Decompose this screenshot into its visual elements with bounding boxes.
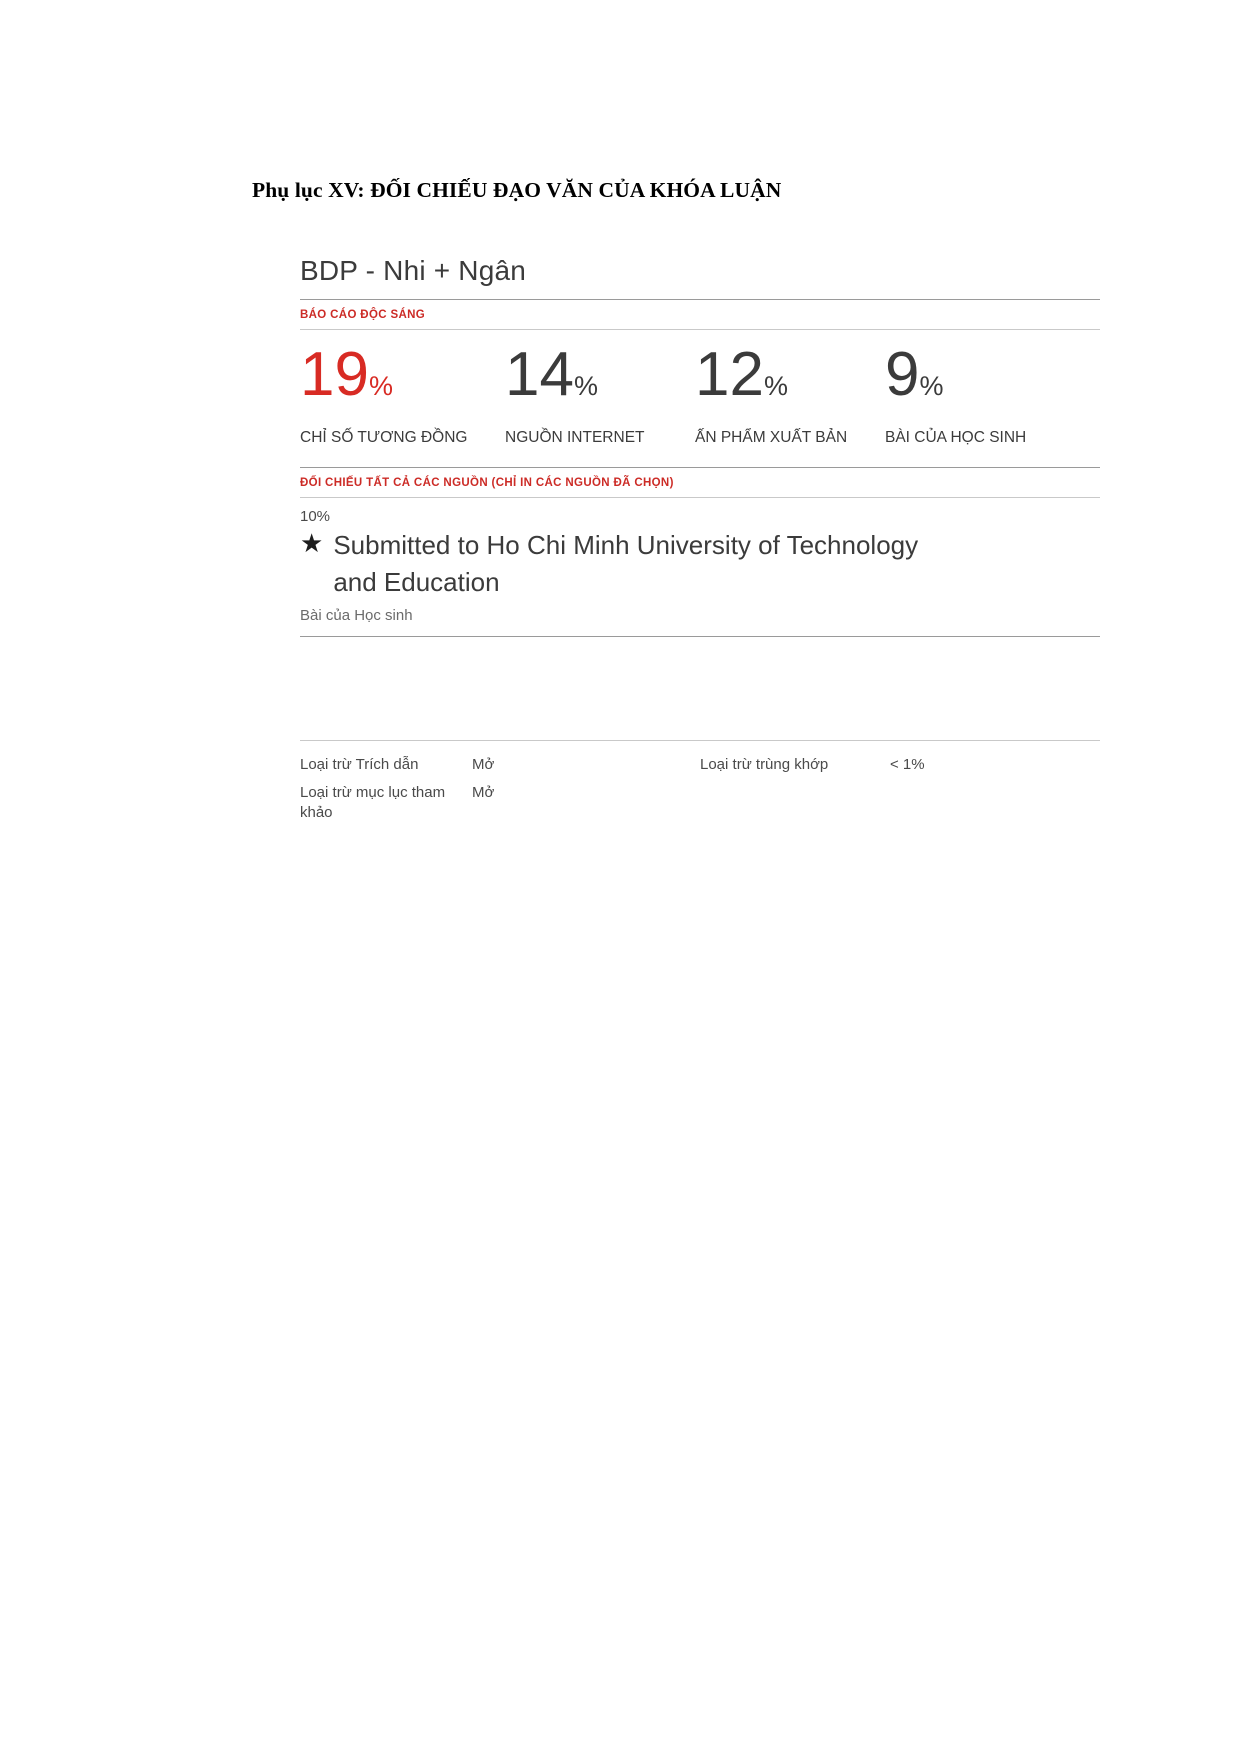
score-caption-similarity: CHỈ SỐ TƯƠNG ĐỒNG — [300, 429, 468, 446]
score-number-similarity: 19 — [300, 340, 369, 409]
score-number-student-papers: 9 — [885, 340, 920, 409]
score-value-student-papers — [885, 340, 1065, 417]
star-icon: ★ — [300, 529, 324, 559]
score-value-internet — [505, 340, 695, 417]
exclusion-value-quotes: Mở — [472, 756, 495, 773]
exclusion-label-bibliography: Loại trừ mục lục tham khảo — [300, 784, 446, 821]
score-block-internet — [505, 340, 695, 447]
score-unit-similarity: % — [368, 371, 393, 401]
score-block-publications — [695, 340, 885, 447]
score-unit-internet: % — [573, 371, 598, 401]
score-block-student-papers — [885, 340, 1065, 447]
divider-under-source — [300, 636, 1100, 637]
score-block-similarity — [300, 340, 505, 447]
source-entry[interactable] — [300, 527, 1100, 603]
originality-report — [300, 255, 1100, 637]
score-unit-publications: % — [763, 371, 788, 401]
score-number-internet: 14 — [505, 340, 574, 409]
score-caption-student-papers: BÀI CỦA HỌC SINH — [885, 429, 1027, 446]
exclusion-value-bibliography: Mở — [472, 784, 495, 801]
source-title: Submitted to Ho Chi Minh University of Technology and Education — [333, 530, 919, 597]
exclusion-value-matches: < 1% — [890, 756, 925, 773]
source-subtitle: Bài của Học sinh — [300, 607, 413, 624]
exclusion-row-matches — [700, 755, 1100, 783]
score-caption-publications: ẤN PHẨM XUẤT BẢN — [695, 429, 848, 446]
sources-section-label: ĐỐI CHIẾU TẤT CẢ CÁC NGUỒN (CHỈ IN CÁC NGUỒN ĐÃ CHỌN) — [300, 477, 674, 489]
source-percent: 10% — [300, 508, 331, 525]
score-value-publications — [695, 340, 885, 417]
exclusion-row-bibliography — [300, 783, 700, 831]
appendix-heading: Phụ lục XV: ĐỐI CHIẾU ĐẠO VĂN CỦA KHÓA LUẬN — [252, 178, 782, 202]
exclusion-settings — [300, 740, 1100, 831]
exclusion-label-quotes: Loại trừ Trích dẫn — [300, 756, 419, 773]
exclusion-row-quotes — [300, 755, 700, 783]
score-number-publications: 12 — [695, 340, 764, 409]
report-title: BDP - Nhi + Ngân — [300, 255, 527, 286]
exclusions-right-column — [700, 755, 1100, 831]
score-caption-internet: NGUỒN INTERNET — [505, 429, 645, 446]
report-section-label: BÁO CÁO ĐỘC SÁNG — [300, 309, 426, 321]
sources-header — [300, 453, 1100, 498]
exclusion-label-matches: Loại trừ trùng khớp — [700, 756, 829, 773]
score-summary — [300, 330, 1100, 453]
score-unit-student-papers: % — [919, 371, 944, 401]
score-value-similarity — [300, 340, 505, 417]
exclusions-left-column — [300, 755, 700, 831]
